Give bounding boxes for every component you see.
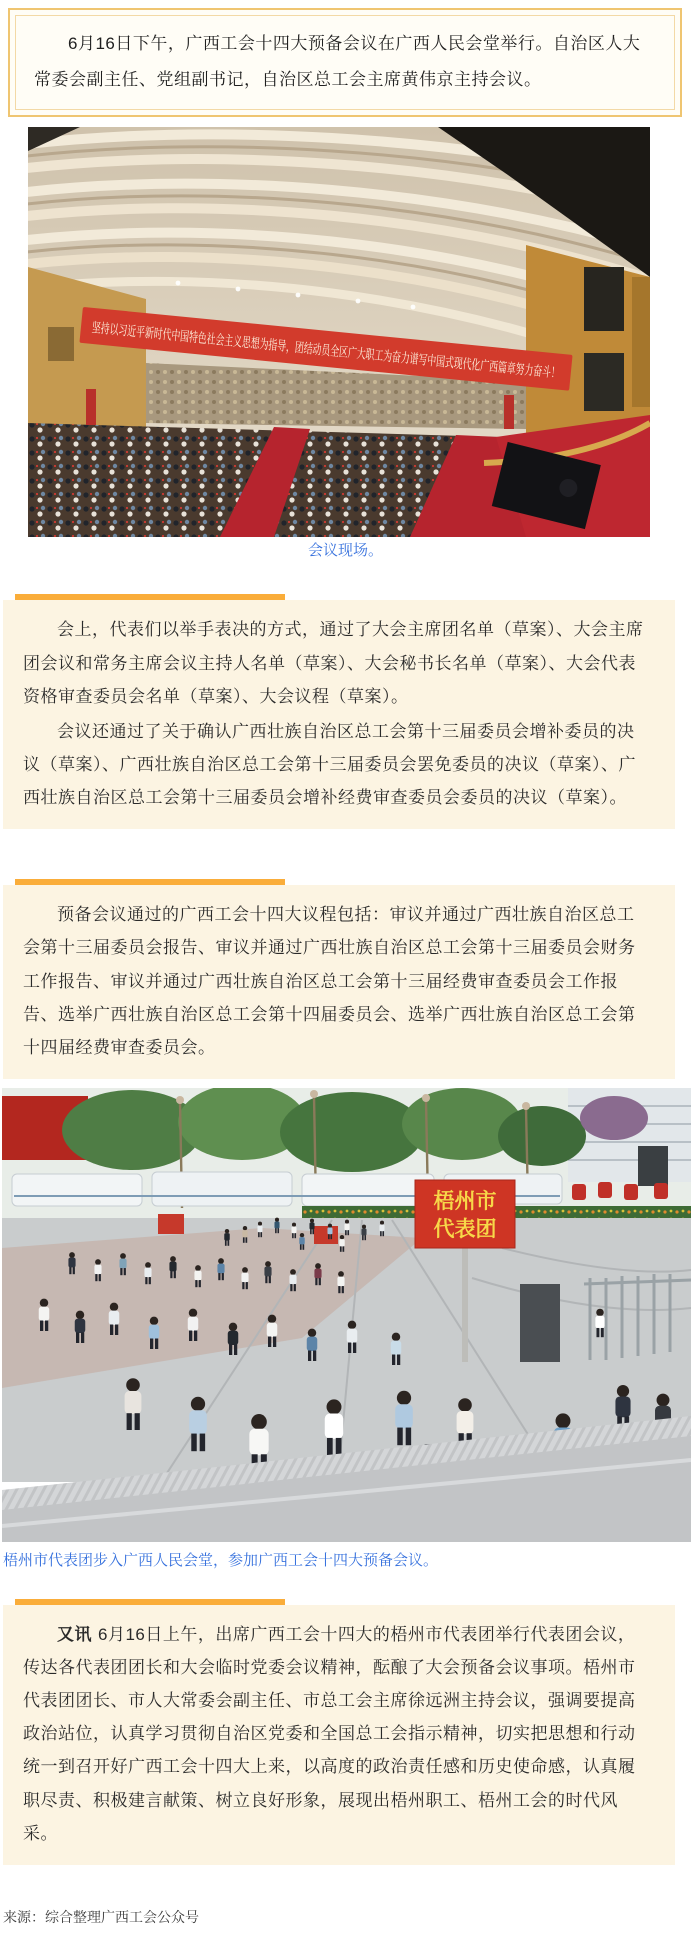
right-wall-red-banner	[504, 395, 514, 429]
delegation-sign-line1: 梧州市	[433, 1189, 497, 1213]
delegation-illustration	[2, 1088, 691, 1542]
building-doorway	[638, 1146, 668, 1186]
intro-box-inner	[15, 15, 675, 110]
section-wuzhou-news	[3, 1605, 675, 1865]
left-wall-red-banner	[86, 389, 96, 425]
section3-paragraph	[23, 1618, 651, 1850]
gate-box	[520, 1284, 560, 1362]
section3-lead: 又讯	[57, 1624, 92, 1644]
far-delegation-sign	[314, 1226, 338, 1244]
section1-paragraph-2: 会议还通过了关于确认广西壮族自治区总工会第十三届委员会增补委员的决议（草案）、广西壮族自治区总工会第十三届委员会罢免委员的决议（草案）、广西壮族自治区总工会第十三届委员会增补经费审查委员会委员的决议（草案）。	[23, 721, 636, 808]
control-window-lower	[584, 353, 624, 411]
section-voting	[3, 600, 675, 829]
source-line: 来源：综合整理广西工会公众号	[3, 1908, 199, 1925]
section-agenda	[3, 885, 675, 1079]
photo1-caption: 会议现场。	[307, 542, 383, 560]
delegation-sign-line2: 代表团	[433, 1217, 497, 1241]
intro-text: 6月16日下午，广西工会十四大预备会议在广西人民会堂举行。自治区人大常委会副主任、党组副书记，自治区总工会主席黄伟京主持会议。	[34, 34, 641, 89]
section1-paragraph-1: 会上，代表们以举手表决的方式，通过了大会主席团名单（草案）、大会主席团会议和常务主席会议主持人名单（草案）、大会秘书长名单（草案）、大会代表资格审查委员会名单（草案）、大会议程（草案）。	[23, 620, 644, 706]
photo-wuzhou-delegation[interactable]	[2, 1088, 691, 1542]
photo2-caption: 梧州市代表团步入广西人民会堂，参加广西工会十四大预备会议。	[3, 1551, 439, 1569]
control-window-upper	[584, 267, 624, 331]
intro-box	[8, 8, 682, 117]
photo-conference-hall[interactable]	[28, 127, 650, 537]
far-delegation-sign	[158, 1214, 184, 1234]
conference-hall-illustration	[28, 127, 650, 537]
right-wall-pillar	[632, 277, 650, 407]
section3-text: 6月16日上午，出席广西工会十四大的梧州市代表团举行代表团会议，传达各代表团团长和大会临时党委会议精神，酝酿了大会预备会议事项。梧州市代表团团长、市人大常委会副主任、市总工会主席徐远洲主持会议，强调要提高政治站位，认真学习贯彻自治区党委和全国总工会指示精神，切实把思想和行动统一到召开好广西工会十四大上来，以高度的政治责任感和历史使命感，认真履职尽责、积极建言献策、树立良好形象，展现出梧州职工、梧州工会的时代风采。	[23, 1624, 636, 1843]
section2-paragraph-1: 预备会议通过的广西工会十四大议程包括：审议并通过广西壮族自治区总工会第十三届委员会报告、审议并通过广西壮族自治区总工会第十三届委员会财务工作报告、审议并通过广西壮族自治区总工会第十三届经费审查委员会工作报告、选举广西壮族自治区总工会第十四届委员会、选举广西壮族自治区总工会第十四届经费审查委员会。	[23, 905, 636, 1057]
left-wall-panel	[48, 327, 74, 361]
